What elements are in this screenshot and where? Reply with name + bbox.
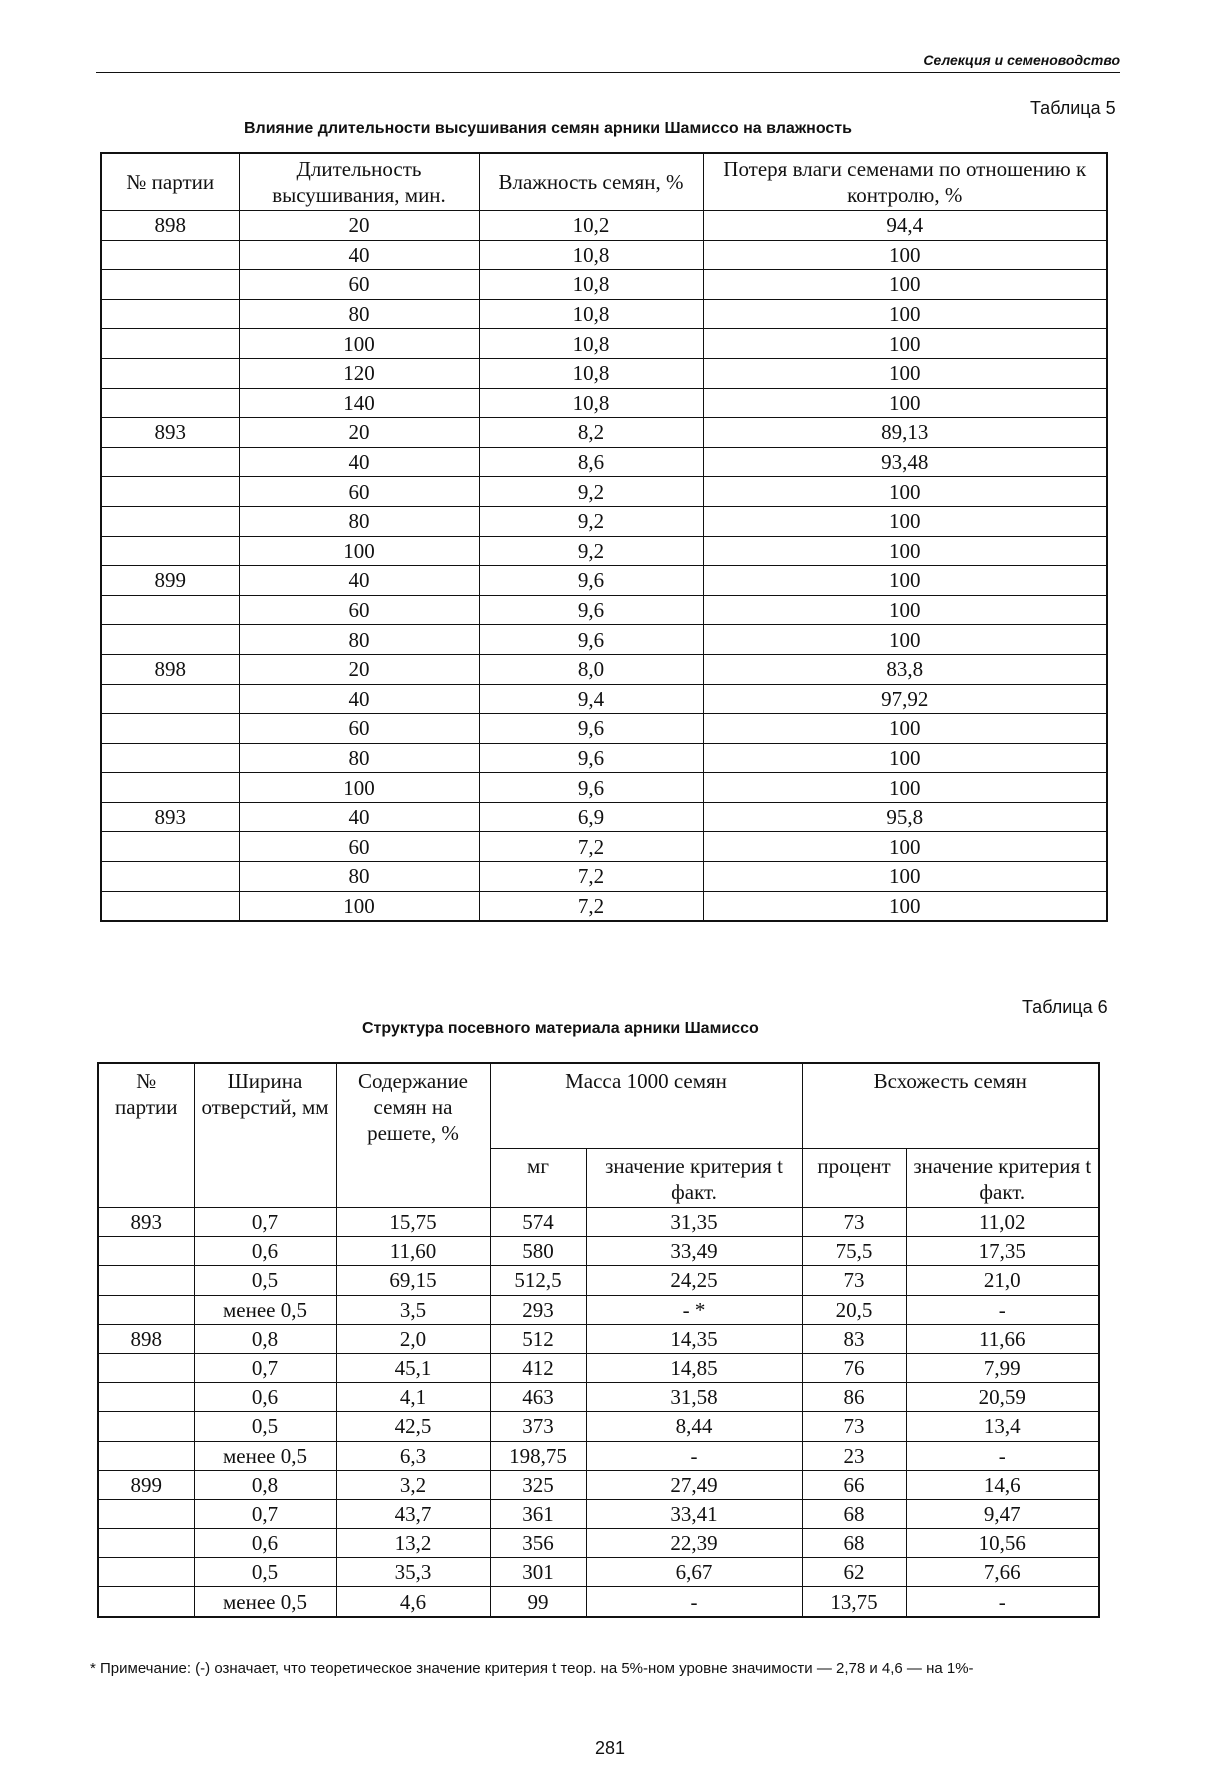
table-cell: 10,2	[479, 211, 703, 241]
table-cell: 13,4	[906, 1412, 1099, 1441]
table6-header-row-1	[98, 1063, 1099, 1149]
table-cell: 0,5	[194, 1412, 336, 1441]
table-cell: 60	[239, 477, 479, 507]
table-cell: 40	[239, 240, 479, 270]
table-cell: 8,0	[479, 654, 703, 684]
table-cell: 80	[239, 506, 479, 536]
table6-body	[98, 1208, 1099, 1617]
table-cell: 73	[802, 1266, 906, 1295]
table-cell: 33,41	[586, 1499, 802, 1528]
table6-col-mass-t: значение критерия t факт.	[586, 1149, 802, 1208]
table-cell: 10,8	[479, 240, 703, 270]
table-cell	[98, 1353, 194, 1382]
table-cell: 10,8	[479, 329, 703, 359]
table-cell: 100	[239, 536, 479, 566]
table-cell: 893	[101, 418, 239, 448]
table-row	[101, 566, 1107, 596]
table-cell: 6,9	[479, 802, 703, 832]
table-cell: 6,3	[336, 1441, 490, 1470]
table-cell: 33,49	[586, 1237, 802, 1266]
table-cell	[98, 1558, 194, 1587]
table-row	[98, 1499, 1099, 1528]
table-cell: 94,4	[703, 211, 1107, 241]
table-cell: -	[906, 1295, 1099, 1324]
table-cell	[101, 862, 239, 892]
table6-label: Таблица 6	[1022, 997, 1108, 1017]
table-cell: 10,8	[479, 270, 703, 300]
table-cell: 373	[490, 1412, 586, 1441]
table-cell: 31,35	[586, 1208, 802, 1237]
table-cell: 574	[490, 1208, 586, 1237]
table-cell: 356	[490, 1529, 586, 1558]
table-cell: 40	[239, 447, 479, 477]
table-row	[101, 536, 1107, 566]
table-cell: 3,5	[336, 1295, 490, 1324]
table-cell: 100	[703, 862, 1107, 892]
table-cell	[101, 299, 239, 329]
table-cell: 893	[98, 1208, 194, 1237]
table-cell: 100	[239, 891, 479, 921]
table-row	[101, 270, 1107, 300]
table-cell: 11,02	[906, 1208, 1099, 1237]
table-cell: 10,56	[906, 1529, 1099, 1558]
table-cell: 2,0	[336, 1324, 490, 1353]
table-cell: 0,7	[194, 1208, 336, 1237]
table-cell: 76	[802, 1353, 906, 1382]
table-cell	[101, 832, 239, 862]
table-cell: 898	[98, 1324, 194, 1353]
table-cell	[101, 329, 239, 359]
table-cell: 325	[490, 1470, 586, 1499]
table-cell: 45,1	[336, 1353, 490, 1382]
table-cell: 11,60	[336, 1237, 490, 1266]
table-cell: 89,13	[703, 418, 1107, 448]
table-cell	[101, 743, 239, 773]
table-cell: 898	[101, 654, 239, 684]
table5-header-row	[101, 153, 1107, 211]
table-cell: 100	[703, 595, 1107, 625]
table-cell	[101, 714, 239, 744]
table-cell: 73	[802, 1208, 906, 1237]
table-cell: 0,8	[194, 1324, 336, 1353]
table-cell: 20	[239, 654, 479, 684]
table-cell: 23	[802, 1441, 906, 1470]
table-cell: 100	[703, 358, 1107, 388]
table-cell: 60	[239, 270, 479, 300]
table-cell: -	[906, 1587, 1099, 1617]
table-cell: 80	[239, 862, 479, 892]
table-cell: 100	[703, 714, 1107, 744]
table-row	[98, 1441, 1099, 1470]
table-cell: 95,8	[703, 802, 1107, 832]
table6-col-batch: № партии	[98, 1063, 194, 1208]
table-cell: 140	[239, 388, 479, 418]
table-cell: 0,7	[194, 1353, 336, 1382]
table-row	[98, 1470, 1099, 1499]
table-cell: 11,66	[906, 1324, 1099, 1353]
table-cell: 80	[239, 625, 479, 655]
table-cell: 3,2	[336, 1470, 490, 1499]
table-cell: 13,75	[802, 1587, 906, 1617]
table-cell: 9,2	[479, 477, 703, 507]
table-cell: 899	[98, 1470, 194, 1499]
table-row	[101, 654, 1107, 684]
table5-col-duration: Длительность высушивания, мин.	[239, 153, 479, 211]
table5-title: Влияние длительности высушивания семян арники Шамиссо на влажность	[244, 120, 852, 137]
table-cell: -	[906, 1441, 1099, 1470]
table-cell: 42,5	[336, 1412, 490, 1441]
table-cell: 120	[239, 358, 479, 388]
table6-col-group-germination: Всхожесть семян	[802, 1063, 1099, 1149]
table-row	[98, 1208, 1099, 1237]
table-cell: 9,6	[479, 773, 703, 803]
table-cell: 68	[802, 1499, 906, 1528]
table-cell: менее 0,5	[194, 1441, 336, 1470]
table-cell: 100	[703, 625, 1107, 655]
table-row	[101, 802, 1107, 832]
table-cell: 31,58	[586, 1383, 802, 1412]
table-cell: 20	[239, 418, 479, 448]
table-cell	[101, 684, 239, 714]
table6-col-content: Содержание семян на решете, %	[336, 1063, 490, 1208]
table-row	[101, 240, 1107, 270]
table-row	[98, 1295, 1099, 1324]
table-row	[101, 684, 1107, 714]
table-cell: 60	[239, 832, 479, 862]
table-cell: 100	[703, 388, 1107, 418]
table-cell: 7,2	[479, 832, 703, 862]
table-cell: 100	[703, 832, 1107, 862]
table-cell	[98, 1295, 194, 1324]
table-row	[101, 329, 1107, 359]
table-cell: 0,8	[194, 1470, 336, 1499]
table-cell: 100	[239, 773, 479, 803]
table-cell: 9,6	[479, 743, 703, 773]
table-cell: 9,6	[479, 625, 703, 655]
table-row	[101, 447, 1107, 477]
table-cell: 14,6	[906, 1470, 1099, 1499]
footnote: * Примечание: (-) означает, что теоретическое значение критерия t теор. на 5%-ном уровне значимости — 2,78 и 4,6 — на 1%-	[90, 1660, 974, 1677]
table-cell: 62	[802, 1558, 906, 1587]
table-cell: 580	[490, 1237, 586, 1266]
table-cell: 75,5	[802, 1237, 906, 1266]
table-cell: 60	[239, 595, 479, 625]
table-row	[98, 1353, 1099, 1382]
table-row	[101, 714, 1107, 744]
table-cell: 99	[490, 1587, 586, 1617]
table-row	[98, 1324, 1099, 1353]
table-cell: 898	[101, 211, 239, 241]
table5-col-moisture: Влажность семян, %	[479, 153, 703, 211]
table-cell	[101, 891, 239, 921]
table-cell: 100	[703, 240, 1107, 270]
table-row	[98, 1529, 1099, 1558]
table-cell: 899	[101, 566, 239, 596]
table-cell: 9,2	[479, 536, 703, 566]
table-cell: 463	[490, 1383, 586, 1412]
table-cell: 10,8	[479, 358, 703, 388]
table-cell: 100	[703, 329, 1107, 359]
table-row	[101, 211, 1107, 241]
table-cell: 69,15	[336, 1266, 490, 1295]
table-cell: 22,39	[586, 1529, 802, 1558]
table-cell: - *	[586, 1295, 802, 1324]
table-cell: 14,85	[586, 1353, 802, 1382]
table-cell	[101, 447, 239, 477]
table6-col-mass-mg: мг	[490, 1149, 586, 1208]
table-cell: 20	[239, 211, 479, 241]
table-cell	[101, 358, 239, 388]
table-cell	[98, 1383, 194, 1412]
table-cell: 83,8	[703, 654, 1107, 684]
table-row	[101, 773, 1107, 803]
table-cell: 24,25	[586, 1266, 802, 1295]
table-cell: 10,8	[479, 388, 703, 418]
table-cell	[101, 506, 239, 536]
table-row	[101, 477, 1107, 507]
table6-col-germ-percent: процент	[802, 1149, 906, 1208]
table-row	[98, 1558, 1099, 1587]
table-row	[98, 1237, 1099, 1266]
table-cell: 7,99	[906, 1353, 1099, 1382]
table-row	[98, 1587, 1099, 1617]
table-cell: 15,75	[336, 1208, 490, 1237]
table-cell: 198,75	[490, 1441, 586, 1470]
table-cell: 100	[703, 270, 1107, 300]
table6-col-germ-t: значение критерия t факт.	[906, 1149, 1099, 1208]
table-cell: 4,6	[336, 1587, 490, 1617]
table-cell	[98, 1587, 194, 1617]
table6-title: Структура посевного материала арники Шамиссо	[362, 1020, 759, 1037]
table-cell: 83	[802, 1324, 906, 1353]
table-cell: 7,66	[906, 1558, 1099, 1587]
table5-label: Таблица 5	[1030, 98, 1116, 118]
table-cell: 361	[490, 1499, 586, 1528]
table-cell: 86	[802, 1383, 906, 1412]
table-cell: 80	[239, 299, 479, 329]
table-row	[101, 891, 1107, 921]
table-cell: 20,5	[802, 1295, 906, 1324]
table-cell	[98, 1441, 194, 1470]
table6	[97, 1062, 1100, 1618]
table-cell	[101, 536, 239, 566]
table-cell: 40	[239, 566, 479, 596]
table-cell: 0,6	[194, 1237, 336, 1266]
table-cell: 0,7	[194, 1499, 336, 1528]
table-cell: 20,59	[906, 1383, 1099, 1412]
table-cell: 60	[239, 714, 479, 744]
table-row	[98, 1383, 1099, 1412]
table-cell: 21,0	[906, 1266, 1099, 1295]
table-cell	[101, 625, 239, 655]
table6-col-hole-width: Ширина отверстий, мм	[194, 1063, 336, 1208]
table-cell: 40	[239, 684, 479, 714]
table-row	[101, 299, 1107, 329]
table-cell	[98, 1529, 194, 1558]
table-cell: 0,6	[194, 1529, 336, 1558]
table-cell: 8,2	[479, 418, 703, 448]
table-cell	[98, 1237, 194, 1266]
table-cell: 512,5	[490, 1266, 586, 1295]
table-row	[98, 1266, 1099, 1295]
table-cell	[101, 240, 239, 270]
table5-body	[101, 211, 1107, 922]
table-row	[101, 743, 1107, 773]
table-cell: 100	[703, 743, 1107, 773]
table-cell: 9,47	[906, 1499, 1099, 1528]
table-cell: 301	[490, 1558, 586, 1587]
table-cell: 17,35	[906, 1237, 1099, 1266]
table-cell: 10,8	[479, 299, 703, 329]
table-cell: 100	[703, 477, 1107, 507]
table-cell: 100	[239, 329, 479, 359]
table-cell: 893	[101, 802, 239, 832]
table-cell: менее 0,5	[194, 1587, 336, 1617]
table-cell: 7,2	[479, 862, 703, 892]
table-cell: 9,2	[479, 506, 703, 536]
table-cell: 97,92	[703, 684, 1107, 714]
table-cell: 8,6	[479, 447, 703, 477]
table-cell: 73	[802, 1412, 906, 1441]
table-cell: 0,6	[194, 1383, 336, 1412]
table-cell: 68	[802, 1529, 906, 1558]
table-cell: 8,44	[586, 1412, 802, 1441]
table-cell: 512	[490, 1324, 586, 1353]
table-cell	[101, 595, 239, 625]
table-cell: 100	[703, 506, 1107, 536]
table-cell	[98, 1499, 194, 1528]
table-cell: 13,2	[336, 1529, 490, 1558]
table-cell: 66	[802, 1470, 906, 1499]
table5-col-moisture-loss: Потеря влаги семенами по отношению к контролю, %	[703, 153, 1107, 211]
table-cell: 40	[239, 802, 479, 832]
page-number: 281	[594, 1738, 626, 1758]
table6-col-group-mass: Масса 1000 семян	[490, 1063, 802, 1149]
table-cell	[101, 477, 239, 507]
table-cell: 7,2	[479, 891, 703, 921]
table-row	[101, 595, 1107, 625]
table-cell: -	[586, 1441, 802, 1470]
table-row	[101, 506, 1107, 536]
table-cell: 9,6	[479, 595, 703, 625]
running-header: Селекция и семеноводство	[96, 52, 1120, 73]
table-cell	[101, 773, 239, 803]
table-cell: 9,4	[479, 684, 703, 714]
table-cell: 100	[703, 299, 1107, 329]
table-cell: -	[586, 1587, 802, 1617]
table-cell: менее 0,5	[194, 1295, 336, 1324]
table-cell: 412	[490, 1353, 586, 1382]
table-cell: 4,1	[336, 1383, 490, 1412]
table-cell	[98, 1412, 194, 1441]
table-cell: 14,35	[586, 1324, 802, 1353]
table-cell: 93,48	[703, 447, 1107, 477]
table-cell: 0,5	[194, 1266, 336, 1295]
table-cell: 0,5	[194, 1558, 336, 1587]
table5	[100, 152, 1108, 922]
table-cell: 100	[703, 891, 1107, 921]
table-cell	[101, 270, 239, 300]
table-row	[101, 388, 1107, 418]
table-cell	[101, 388, 239, 418]
table-row	[101, 832, 1107, 862]
table-row	[101, 418, 1107, 448]
table-row	[101, 625, 1107, 655]
table-row	[101, 862, 1107, 892]
table-cell: 100	[703, 536, 1107, 566]
table-row	[98, 1412, 1099, 1441]
table-cell: 27,49	[586, 1470, 802, 1499]
table-cell: 100	[703, 773, 1107, 803]
table-cell	[98, 1266, 194, 1295]
table-cell: 6,67	[586, 1558, 802, 1587]
table-cell: 9,6	[479, 566, 703, 596]
table-cell: 100	[703, 566, 1107, 596]
table-cell: 80	[239, 743, 479, 773]
table-cell: 293	[490, 1295, 586, 1324]
table-row	[101, 358, 1107, 388]
table5-col-batch: № партии	[101, 153, 239, 211]
table-cell: 9,6	[479, 714, 703, 744]
table-cell: 43,7	[336, 1499, 490, 1528]
table-cell: 35,3	[336, 1558, 490, 1587]
